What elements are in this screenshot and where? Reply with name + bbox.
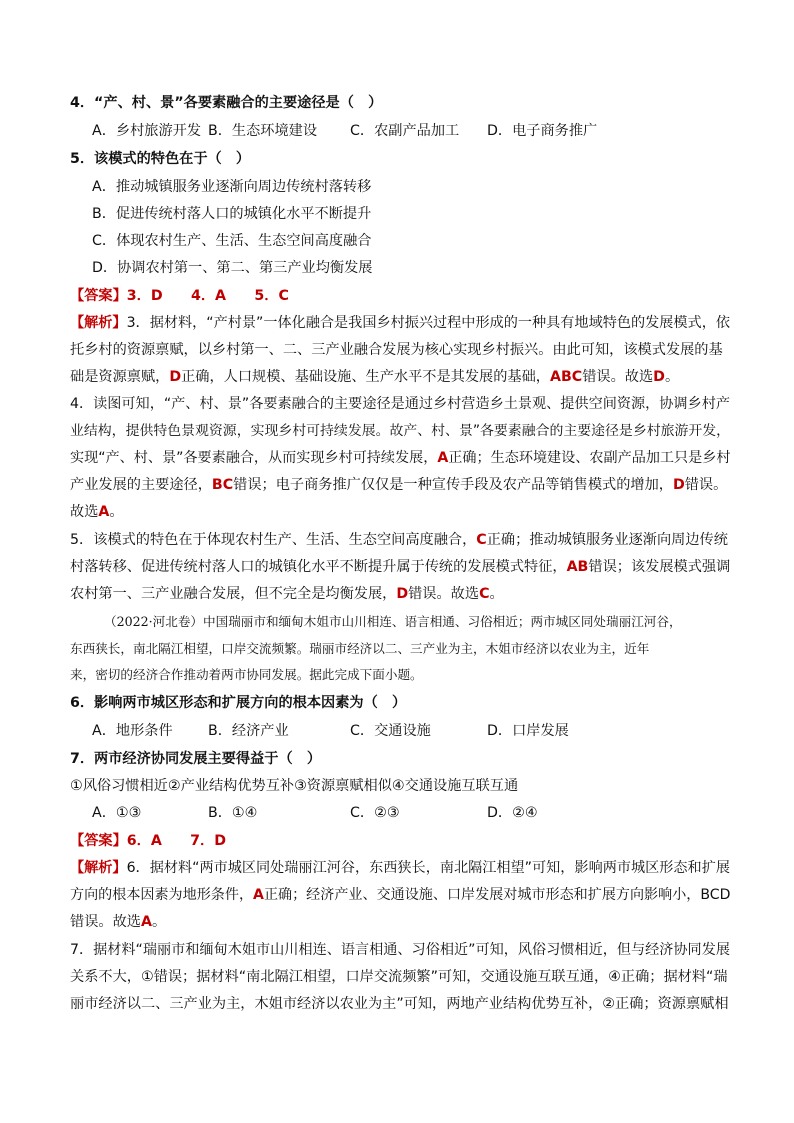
answer-letter: C — [476, 532, 487, 548]
analysis-line: 故选A。 — [70, 504, 124, 520]
analysis-line: 方向的根本因素为地形条件，A正确；经济产业、交通设施、口岸发展对城市形态和扩展方向影响小，BCD — [70, 887, 731, 903]
analysis-line: 实现“产、村、景”各要素融合，从而实现乡村可持续发展，A正确；生态环境建设、农副产品加工只是乡村 — [70, 450, 731, 466]
answer-tag: 【答案】 — [70, 833, 127, 849]
question-5-stem: 5．该模式的特色在于（ ） — [70, 151, 251, 167]
q7-option-b: B．①④ — [208, 805, 258, 821]
answer-letter: D — [672, 477, 685, 493]
analysis-text: 6．据材料“两市城区同处瑞丽江河谷，东西狭长，南北隔江相望”可知，影响两市城区形态和扩展 — [126, 860, 730, 876]
analysis-line: 4．读图可知，“产、村、景”各要素融合的主要途径是通过乡村营造乡土景观、提供空间资源，协调乡村产 — [70, 396, 730, 412]
analysis-line: 托乡村的资源禀赋，以乡村第一、二、三产业融合发展为核心实现乡村振兴。由此可知，该模式发展的基 — [70, 342, 723, 358]
analysis-line — [70, 857, 730, 879]
q5-option-a: A．推动城镇服务业逐渐向周边传统村落转移 — [92, 179, 372, 195]
answer-block-2 — [70, 830, 226, 852]
answer-letter: AB — [566, 559, 589, 575]
q5-option-c: C．体现农村生产、生活、生态空间高度融合 — [92, 233, 372, 249]
answer-tag: 【答案】 — [70, 288, 127, 304]
answer-text: 3．D 4．A 5．C — [126, 288, 289, 304]
answer-letter: C — [479, 586, 490, 602]
analysis-line: 村落转移、促进传统村落人口的城镇化水平不断提升属于传统的发展模式特征，AB错误；该发展模式强调 — [70, 559, 731, 575]
analysis-line: 错误。故选A。 — [70, 914, 167, 930]
analysis-line: 7．据材料“瑞丽市和缅甸木姐市山川相连、语言相通、习俗相近”可知，风俗习惯相近，但与经济协同发展 — [70, 942, 730, 958]
analysis-line: 农村第一、三产业融合发展，但不完全是均衡发展，D错误。故选C。 — [70, 586, 504, 602]
answer-letter: A — [437, 450, 449, 466]
q6-option-b: B．经济产业 — [208, 723, 289, 739]
analysis-line: 业结构，提供特色景观资源，实现乡村可持续发展。故产、村、景”各要素融合的主要途径是乡村旅游开发， — [70, 423, 731, 439]
q7-option-a: A．①③ — [92, 805, 142, 821]
q6-option-a: A．地形条件 — [92, 723, 173, 739]
q4-option-c: C．农副产品加工 — [350, 123, 460, 139]
answer-letter: A — [98, 504, 110, 520]
question-4-stem: 4．“产、村、景”各要素融合的主要途径是（ ） — [70, 95, 383, 111]
analysis-line — [70, 312, 730, 334]
q7-option-c: C．②③ — [350, 805, 400, 821]
question-6-stem: 6．影响两市城区形态和扩展方向的根本因素为（ ） — [70, 695, 407, 711]
material-text: （2022·河北卷）中国瑞丽市和缅甸木姐市山川相连、语言相通、习俗相近；两市城区同处瑞丽江河谷， — [104, 614, 682, 629]
answer-letter: ABC — [550, 369, 583, 385]
analysis-text: 3．据材料，“产村景”一体化融合是我国乡村振兴过程中形成的一种具有地域特色的发展模式，依 — [126, 315, 730, 331]
answer-block-1 — [70, 285, 289, 307]
q6-option-c: C．交通设施 — [350, 723, 431, 739]
analysis-line: 础是资源禀赋，D正确，人口规模、基础设施、生产水平不是其发展的基础，ABC错误。故选D。 — [70, 369, 680, 385]
analysis-line: 5．该模式的特色在于体现农村生产、生活、生态空间高度融合，C正确；推动城镇服务业逐渐向周边传统 — [70, 532, 728, 548]
answer-letter: D — [169, 369, 182, 385]
answer-letter: D — [653, 369, 665, 385]
material-text: 东西狭长，南北隔江相望，口岸交流频繁。瑞丽市经济以二、三产业为主，木姐市经济以农业为主，近年 — [70, 641, 650, 656]
q6-option-d: D．口岸发展 — [487, 723, 569, 739]
question-7-items: ①风俗习惯相近②产业结构优势互补③资源禀赋相似④交通设施互联互通 — [70, 778, 519, 794]
material-text: 来，密切的经济合作推动着两市协同发展。据此完成下面小题。 — [70, 667, 423, 682]
q4-option-a: A．乡村旅游开发 — [92, 123, 202, 139]
answer-letter: A — [253, 887, 264, 903]
q5-option-d: D．协调农村第一、第二、第三产业均衡发展 — [92, 260, 373, 276]
analysis-line: 丽市经济以二、三产业为主，木姐市经济以农业为主”可知，两地产业结构优势互补，②正确；资源禀赋相 — [70, 996, 729, 1012]
q4-option-b: B．生态环境建设 — [208, 123, 318, 139]
answer-text: 6．A 7．D — [126, 833, 227, 849]
q7-option-d: D．②④ — [487, 805, 538, 821]
answer-letter: A — [140, 914, 152, 930]
answer-letter: BC — [211, 477, 234, 493]
q5-option-b: B．促进传统村落人口的城镇化水平不断提升 — [92, 206, 372, 222]
analysis-line: 关系不大，①错误；据材料“南北隔江相望，口岸交流频繁”可知，交通设施互联互通，④正确；据材料“瑞 — [70, 969, 728, 985]
q4-option-d: D．电子商务推广 — [487, 123, 598, 139]
analysis-tag: 【解析】 — [70, 315, 127, 331]
question-7-stem: 7．两市经济协同发展主要得益于（ ） — [70, 751, 322, 767]
answer-letter: D — [396, 586, 409, 602]
analysis-line: 产业发展的主要途径，BC错误；电子商务推广仅仅是一种宣传手段及农产品等销售模式的增加，D错误。 — [70, 477, 728, 493]
analysis-tag: 【解析】 — [70, 860, 127, 876]
